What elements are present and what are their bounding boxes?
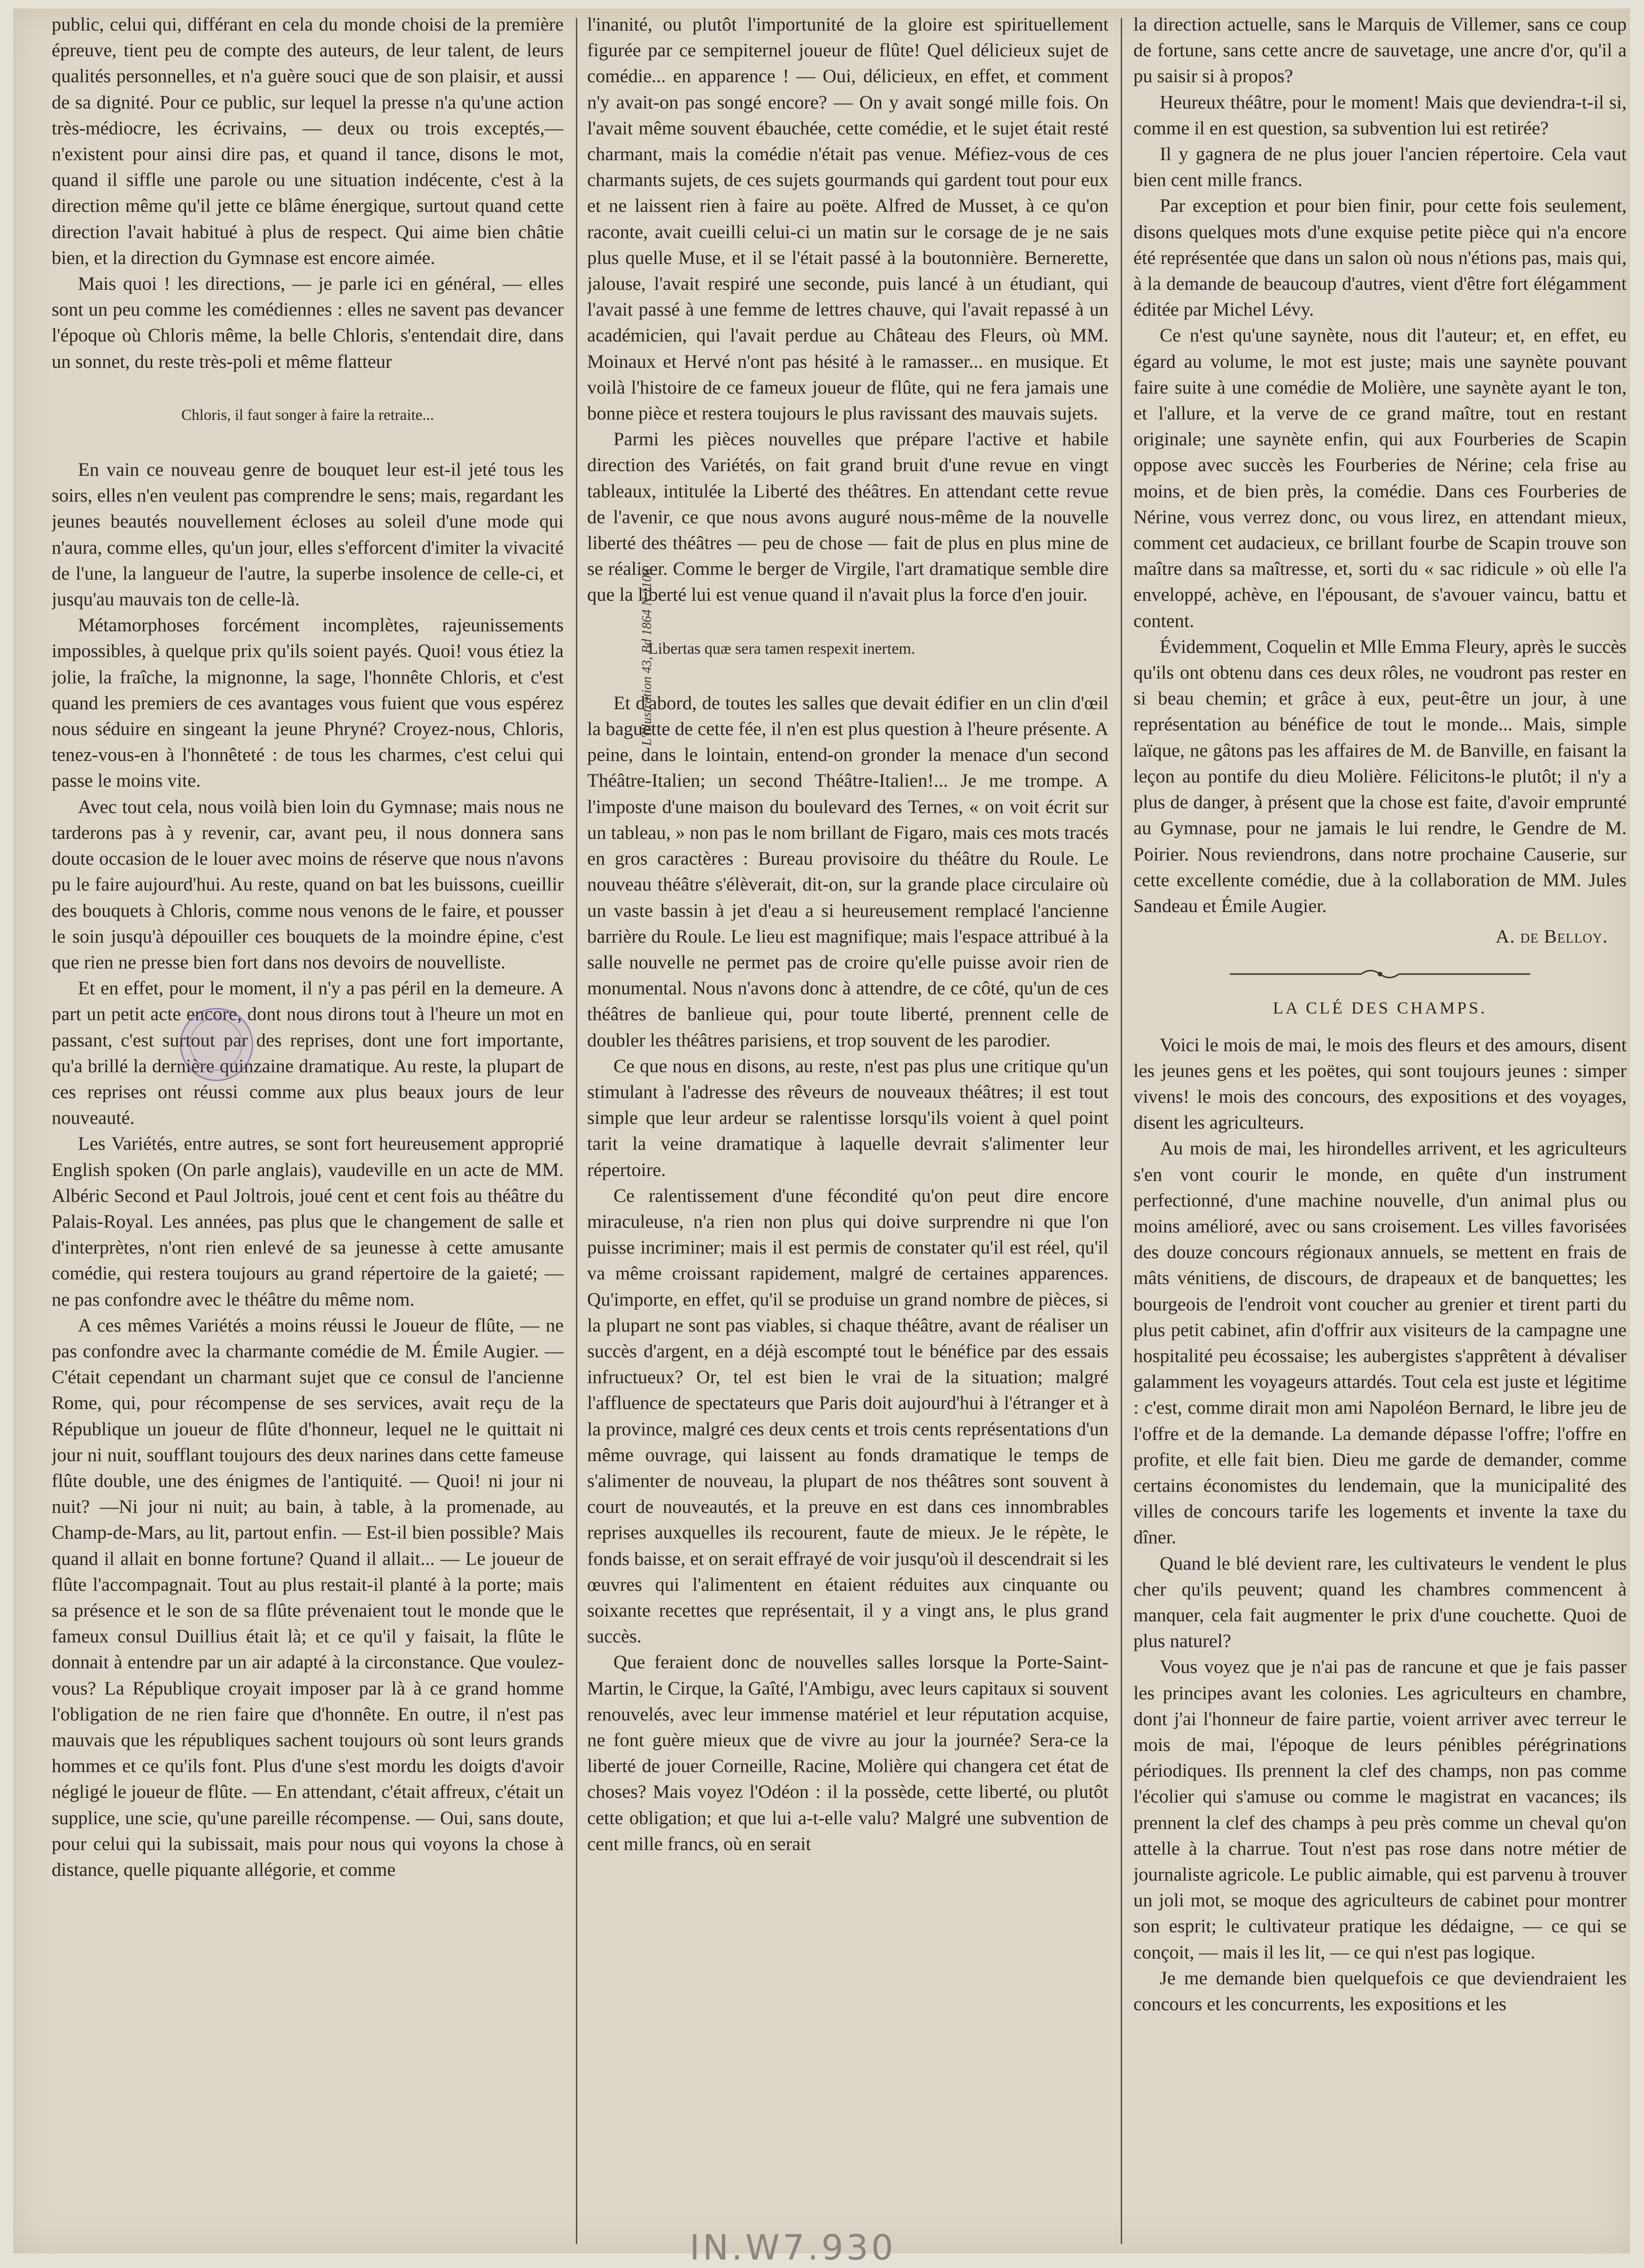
paragraph: Parmi les pièces nouvelles que prépare l'active et habile direction des Variétés, on fait grand bruit d'une revue en vingt tableaux, intitulée la Liberté des théâtres. En attendant cette revue de l'avenir, ce que nous avons auguré nous-même de la nouvelle liberté des théâtres — peu de chose — fait de plus en plus mine de se réaliser. Comme le berger de Virgile, l'art dramatique semble dire que la liberté lui est venue quand il n'avait plus la force d'en jouir. <box>587 428 1109 605</box>
paragraph: Vous voyez que je n'ai pas de rancune et que je fais passer les principes avant les colonies. Les agriculteurs en chambre, dont j'ai l'honneur de faire partie, voient arriver avec terreur le mois de mai, l'époque de leurs pénibles pérégrinations périodiques. Ils prennent la clef des champs, non pas comme l'écolier qui s'amuse ou comme le magistrat en vacances; ils prennent la clef des champs à peu près comme un cheval qu'on attelle à la charrue. Tout n'est pas rose dans notre métier de journaliste agricole. Le public aimable, qui est parvenu à trouver un joli mot, se moque des agriculteurs de cabinet pour montrer son esprit; le cultivateur pratique les dédaigne, — ce qui se conçoit, — mais il les lit, — ce qui n'est pas logique. <box>1133 1656 1627 1963</box>
paragraph: En vain ce nouveau genre de bouquet leur est-il jeté tous les soirs, elles n'en veulent pas comprendre le sens; mais, regardant les jeunes beautés nouvellement écloses au soleil d'une mode qui n'aura, comme elles, qu'un jour, elles s'efforcent d'imiter la vivacité de l'une, la langueur de l'autre, la superbe insolence de celle-ci, et jusqu'au mauvais ton de celle-là. <box>52 459 564 610</box>
paragraph: Mais quoi ! les directions, — je parle ici en général, — elles sont un peu comme les comédiennes : elles ne savent pas devancer l'époque où Chloris même, la belle Chloris, s'entendait dire, dans un sonnet, du reste très-poli et même flatteur <box>52 273 564 372</box>
paragraph: Heureux théâtre, pour le moment! Mais que deviendra-t-il si, comme il en est question, sa subvention lui est retirée? <box>1133 91 1627 139</box>
column-rule <box>1121 18 1122 2244</box>
paragraph: Quand le blé devient rare, les cultivateurs le vendent le plus cher qu'ils peuvent; quand les chambres commencent à manquer, cela fait augmenter le prix d'une couchette. Quoi de plus naturel? <box>1133 1552 1627 1652</box>
paragraph: Ce n'est qu'une saynète, nous dit l'auteur; et, en effet, eu égard au volume, le mot est juste; mais une saynète pouvant faire suite à une comédie de Molière, une saynète ayant le ton, et l'allure, et la verve de ce grand maître, tout en restant originale; une saynète enfin, qui aux Fourberies de Scapin oppose avec succès les Fourberies de Nérine; cela frise au moins, et de bien près, la comédie. Dans ces Fourberies de Nérine, vous verrez donc, ou vous lirez, en attendant mieux, comment cet audacieux, ce brillant fourbe de Scapin trouve son maître dans sa maîtresse, et, sorti du « sac ridicule » où elle l'a enveloppé, achève, en l'épousant, de s'avouer vaincu, battu et content. <box>1133 325 1627 631</box>
paragraph: Au mois de mai, les hirondelles arrivent, et les agriculteurs s'en vont courir le monde, en quête d'un instrument perfectionné, d'une machine nouvelle, d'un animal plus ou moins amélioré, avec ou sans croisement. Les villes favorisées des douze concours régionaux annuels, se mettent en frais de mâts vénitiens, de discours, de drapeaux et de banquettes; les bourgeois de l'endroit vont coucher au grenier et tirent parti du plus petit cabinet, afin d'offrir aux visiteurs de la campagne une hospitalité peu écossaise; les aubergistes s'apprêtent à dévaliser galamment les voyageurs attardés. Tout cela est juste et légitime : c'est, comme dirait mon ami Napoléon Bernard, le libre jeu de l'offre et de la demande. La demande dépasse l'offre; l'offre en profite, et elle fait bien. Dieu me garde de demander, comme certains économistes du lendemain, que la municipalité des villes de concours tarife les logements et invente la taxe du dîner. <box>1133 1138 1627 1548</box>
latin-quote: Libertas quæ sera tamen respexit inertem. <box>648 640 915 658</box>
paragraph: Métamorphoses forcément incomplètes, rajeunissements impossibles, à quelque prix qu'ils soient payés. Quoi! vous étiez la jolie, la fraîche, la mignonne, la sage, l'honnête Chloris, et c'est quand les premiers de ces avantages vous fuient que vous espérez nous séduire en singeant la jeune Phryné? Croyez-nous, Chloris, tenez-vous-en à l'honnêteté : de tous les charmes, c'est celui qui passe le moins vite. <box>52 614 564 791</box>
text-column-1 <box>52 11 564 2252</box>
library-stamp-icon <box>180 1008 253 1081</box>
paragraph: Évidemment, Coquelin et Mlle Emma Fleury, après le succès qu'ils ont obtenu dans ces deux rôles, ne voudront pas rester en si beau chemin; et grâce à eux, peut-être un jour, à une représentation au bénéfice de tout le monde... Mais, simple laïque, ne gâtons pas les affaires de M. de Banville, en faisant la leçon au pontife du dieu Molière. Félicitons-le plutôt; il n'y a plus de danger, à présent que la chose est faite, d'avoir emprunté au Gymnase, pour ne jamais le lui rendre, le Gendre de M. Poirier. Nous reviendrons, dans notre prochaine Causerie, sur cette excellente comédie, due à la collaboration de MM. Jules Sandeau et Émile Augier. <box>1133 635 1627 916</box>
paragraph: Les Variétés, entre autres, se sont fort heureusement approprié English spoken (On parle anglais), vaudeville en un acte de MM. Albéric Second et Paul Joltrois, joué cent et cent fois au théâtre du Palais-Royal. Les années, pas plus que le changement de salle et d'interprètes, n'ont rien enlevé de sa jeunesse à cette amusante comédie, qui restera toujours au grand répertoire de la gaieté; — ne pas confondre avec le théâtre du même nom. <box>52 1133 564 1310</box>
paragraph: Ce ralentissement d'une fécondité qu'on peut dire encore miraculeuse, n'a rien non plus qui doive surprendre ni que l'on puisse incriminer; mais il est permis de constater qu'il est réel, qu'il va même croissant rapidement, malgré de certaines apparences. Qu'importe, en effet, qu'il se produise un grand nombre de pièces, si la plupart ne sont pas viables, si chaque théâtre, avant de réaliser un succès d'argent, en a déjà escompté tout le bénéfice par des essais infructueux? Or, tel est bien le vrai de la situation; malgré l'affluence de spectateurs que Paris doit aujourd'hui à l'étranger et à la province, malgré ces deux cents et trois cents représentations d'un même ouvrage, qui laissent au fonds dramatique le temps de s'alimenter de nouveau, la plupart de nos théâtres sont souvent à court de nouveautés, et la preuve en est dans ces innombrables reprises auxquelles ils recourent, faute de mieux. Je le répète, le fonds baisse, et on serait effrayé de voir jusqu'où il descendrait si les œuvres qui l'alimentent en étaient réduites aux cinquante ou soixante recettes que représentait, il y a vingt ans, le plus grand succès. <box>587 1184 1109 1647</box>
paragraph: A ces mêmes Variétés a moins réussi le Joueur de flûte, — ne pas confondre avec la charmante comédie de M. Émile Augier. — C'était cependant un charmant sujet que ce consul de l'ancienne Rome, qui, pour récompense de ses services, avait reçu de la République un joueur de flûte d'honneur, lequel ne le quittait ni jour ni nuit, soufflant toujours des deux narines dans cette fameuse flûte double, une des énigmes de l'antiquité. — Quoi! ni jour ni nuit? —Ni jour ni nuit; au bain, à table, à la promenade, au Champ-de-Mars, au lit, partout enfin. — Est-il bien possible? Mais quand il allait en bonne fortune? Quand il allait... — Le joueur de flûte l'accompagnait. Tout au plus restait-il planté à la porte; mais sa présence et le son de sa flûte prévenaient tout le monde que le fameux consul Duillius était là; et ce qu'il y faisait, la flûte le donnait à entendre par un air adapté à la circonstance. Que voulez-vous? La République croyait imposer par là à ce grand homme l'obligation de ne rien faire que d'honnête. En outre, il n'est pas mauvais que les républiques sachent toujours où sont leurs grands hommes et ce qu'ils font. Plus d'une s'est mordu les doigts d'avoir négligé le joueur de flûte. — En attendant, c'était affreux, c'était un supplice, une scie, qu'une pareille récompense. — Oui, sans doute, pour celui qui la subissait, mais pour nous qui voyons la chose à distance, quelle piquante allégorie, et comme <box>52 1314 564 1881</box>
newspaper-page <box>13 8 1630 2268</box>
verse-quote: Chloris, il faut songer à faire la retraite... <box>181 406 434 424</box>
paragraph: Par exception et pour bien finir, pour cette fois seulement, disons quelques mots d'une exquise petite pièce qui n'a encore été représentée que dans un salon où nous n'étions pas, mais qui, à la demande de beaucoup d'autres, vient d'être fort élégamment éditée par Michel Lévy. <box>1133 195 1627 320</box>
paragraph: Voici le mois de mai, le mois des fleurs et des amours, disent les jeunes gens et les poëtes, qui sont toujours jeunes : simper vivens! le mois des concours, des expositions et des voyages, disent les agriculteurs. <box>1133 1034 1627 1133</box>
paragraph: Avec tout cela, nous voilà bien loin du Gymnase; mais nous ne tarderons pas à y revenir, car, avant peu, il nous donnera sans doute occasion de le louer avec moins de réserve que nous n'avons pu le faire aujourd'hui. Au reste, quand on bat les buissons, cueillir des bouquets à Chloris, comme nous venons de le faire, et pousser le soin jusqu'à dépouiller ces bouquets de la moindre épine, c'est que rien ne presse bien fort dans nos devoirs de nouvelliste. <box>52 796 564 973</box>
stamp-inner-ring <box>190 1018 242 1070</box>
paragraph: l'inanité, ou plutôt l'importunité de la gloire est spirituellement figurée par ce sempiternel joueur de flûte! Quel délicieux sujet de comédie... en apparence ! — Oui, délicieux, en effet, et comment n'y avait-on pas songé encore? — On y avait songé mille fois. On l'avait même souvent ébauchée, cette comédie, et le sujet était resté charmant, mais la comédie n'était pas venue. Méfiez-vous de ces charmants sujets, de ces sujets gourmands qui gardent tout pour eux et ne laissent rien à faire au poëte. Alfred de Musset, à ce qu'on raconte, avait cueilli celui-ci un matin sur le corsage de je ne sais plus quelle Muse, et il se l'était passé à la boutonnière. Bernerette, jalouse, l'avait respiré une seconde, puis lancé à un étudiant, qui l'avait passé à une femme de lettres chauve, qui l'avait repassé à un académicien, qui l'avait perdue au Château des Fleurs, où MM. Moinaux et Hervé n'ont pas hésité à le ramasser... en musique. Et voilà l'histoire de ce fameux joueur de flûte, qui ne fera jamais une bonne pièce et restera toujours le plus ravissant des mauvais sujets. <box>587 14 1109 424</box>
text-column-2 <box>587 11 1109 2252</box>
shelfmark: IN.W7.930 <box>690 2228 896 2268</box>
handwritten-annotation: L'Illustration 43, Bd 1864 N 1106 <box>640 568 654 746</box>
paragraph: Il y gagnera de ne plus jouer l'ancien répertoire. Cela vaut bien cent mille francs. <box>1133 143 1627 191</box>
text-column-3 <box>1133 11 1627 2252</box>
paragraph: Ce que nous en disons, au reste, n'est pas plus une critique qu'un stimulant à l'adresse des rêveurs de nouveaux théâtres; il est tout simple que leur ardeur se ralentisse lorsqu'ils voient à quel point tarit la veine dramatique à laquelle devrait s'alimenter leur répertoire. <box>587 1055 1109 1180</box>
paragraph: la direction actuelle, sans le Marquis de Villemer, sans ce coup de fortune, sans cette ancre de sauvetage, une ancre d'or, qu'il a pu saisir si à propos? <box>1133 14 1627 87</box>
author-signature: A. de Belloy. <box>1496 926 1608 947</box>
ornament-divider-icon <box>1230 967 1530 981</box>
paragraph: public, celui qui, différant en cela du monde choisi de la première épreuve, tient peu de compte des auteurs, de leur talent, de leurs qualités personnelles, et n'a guère souci que de son plaisir, et aussi de sa dignité. Pour ce public, sur lequel la presse n'a qu'une action très-médiocre, les écrivains, — deux ou trois exceptés,— n'existent pour ainsi dire pas, et quand il tance, disons le mot, quand il siffle une parole ou une situation indécente, c'est à la direction même qu'il jette ce blâme énergique, surtout quand cette direction l'avait habitué à plus de respect. Qui aime bien châtie bien, et la direction du Gymnase est encore aimée. <box>52 14 564 268</box>
section-heading: LA CLÉ DES CHAMPS. <box>1272 999 1488 1018</box>
column-rule <box>576 18 577 2244</box>
paragraph: Et en effet, pour le moment, il n'y a pas péril en la demeure. A part un petit acte encore, dont nous dirons tout à l'heure un mot en passant, c'est surtout par des reprises, dont une fort importante, qu'a brillé la dernière quinzaine dramatique. Au reste, la plupart de ces reprises ont réussi comme aux plus beaux jours de leur nouveauté. <box>52 977 564 1129</box>
paragraph: Je me demande bien quelquefois ce que deviendraient les concours et les concurrents, les expositions et les <box>1133 1967 1627 2015</box>
paragraph: Et d'abord, de toutes les salles que devait édifier en un clin d'œil la baguette de cette fée, il n'en est plus question à l'heure présente. A peine, dans le lointain, entend-on gronder la menace d'un second Théâtre-Italien; un second Théâtre-Italien!... Je me trompe. A l'imposte d'une maison du boulevard des Ternes, « on voit écrit sur un tableau, » non pas le nom brillant de Figaro, mais ces mots tracés en gros caractères : Bureau provisoire du théâtre du Roule. Le nouveau théâtre s'élèverait, dit-on, sur la grande place circulaire où un vaste bassin à jet d'eau a si heureusement remplacé l'ancienne barrière du Roule. Le lieu est magnifique; mais l'espace attribué à la salle nouvelle ne permet pas de croire qu'elle puisse avoir rien de monumental. Nous n'avons donc à attendre, de ce côté, qu'un de ces théâtres de banlieue qui, pour toute liberté, prennent celle de doubler les théâtres parisiens, et trop souvent de les parodier. <box>587 692 1109 1051</box>
paragraph: Que feraient donc de nouvelles salles lorsque la Porte-Saint-Martin, le Cirque, la Gaîté, l'Ambigu, avec leurs capitaux si souvent renouvelés, avec leur immense matériel et leur réputation acquise, ne font guère mieux que de vivre au jour la journée? Sera-ce la liberté de jouer Corneille, Racine, Molière qui changera cet état de choses? Mais voyez l'Odéon : il la possède, cette liberté, ou plutôt cette obligation; et que lui a-t-elle valu? Malgré une subvention de cent mille francs, où en serait <box>587 1651 1109 1854</box>
